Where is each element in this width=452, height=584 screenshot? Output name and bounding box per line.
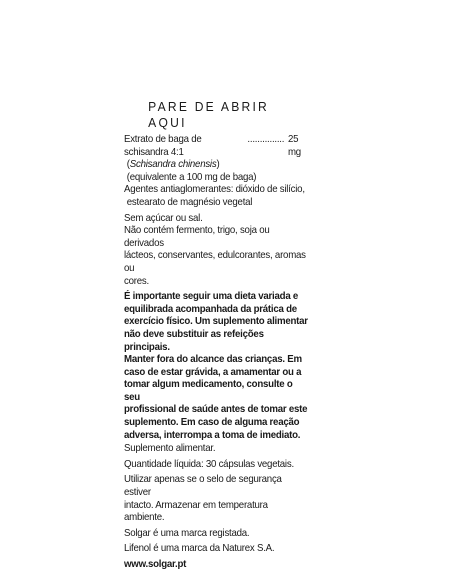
sem-acucar-text: Sem açúcar ou sal.: [124, 212, 203, 224]
warning-line: É importante seguir uma dieta variada e: [124, 291, 299, 303]
warning-line: Manter fora do alcance das crianças. Em: [124, 354, 302, 366]
lifenol-trademark: Lifenol é uma marca da Naturex S.A.: [124, 543, 275, 555]
suplemento-text: Suplemento alimentar.: [124, 443, 216, 455]
ingredient-row: [124, 134, 310, 159]
warning-line: tomar algum medicamento, consulte o seu: [124, 379, 293, 403]
warning-line: caso de estar grávida, a amamentar ou a: [124, 366, 302, 378]
utilizar-line-1: Utilizar apenas se o selo de segurança estiver: [124, 474, 282, 499]
nao-contem-line-1: Não contém fermento, trigo, soja ou derivados: [124, 225, 270, 249]
ingredient-amount: 25 mg: [287, 134, 301, 158]
ingredient-dots: ...............: [247, 134, 285, 145]
warning-line: profissional de saúde antes de tomar este: [124, 404, 308, 416]
utilizar-line-2: intacto. Armazenar em temperatura ambiente.: [124, 499, 268, 524]
ingredient-name: Extrato de baga de schisandra 4:1: [124, 134, 202, 158]
latin-close: ): [216, 159, 220, 171]
ingredient-latin-name: Schisandra chinensis: [129, 159, 217, 171]
website-text: www.solgar.pt: [124, 559, 187, 570]
quantidade-text: Quantidade líquida: 30 cápsulas vegetais.: [124, 458, 294, 470]
product-label-text: [124, 99, 310, 572]
nao-contem-line-3: cores.: [124, 275, 149, 287]
latin-open: (: [126, 159, 130, 171]
agents-line-1: Agentes antiaglomerantes: dióxido de silício,: [124, 184, 305, 196]
label-title: PARE DE ABRIR AQUI: [148, 99, 270, 130]
ingredient-equivalent: (equivalente a 100 mg de baga): [126, 171, 257, 183]
warning-line: adversa, interrompa a toma de imediato.: [124, 429, 301, 441]
ingredient-latin-line: [124, 159, 310, 172]
agents-line-2: estearato de magnésio vegetal: [126, 196, 253, 208]
nao-contem-line-2: lácteos, conservantes, edulcorantes, aromas ou: [124, 250, 306, 274]
warning-line: suplemento. Em caso de alguma reação: [124, 417, 300, 429]
warning-line: equilibrada acompanhada da prática de: [124, 303, 297, 315]
warning-line: não deve substituir as refeições principais.: [124, 328, 264, 353]
solgar-trademark: Solgar é uma marca registada.: [124, 527, 250, 539]
warning-line: exercício físico. Um suplemento alimentar: [124, 316, 308, 328]
warning-block: [124, 291, 310, 442]
